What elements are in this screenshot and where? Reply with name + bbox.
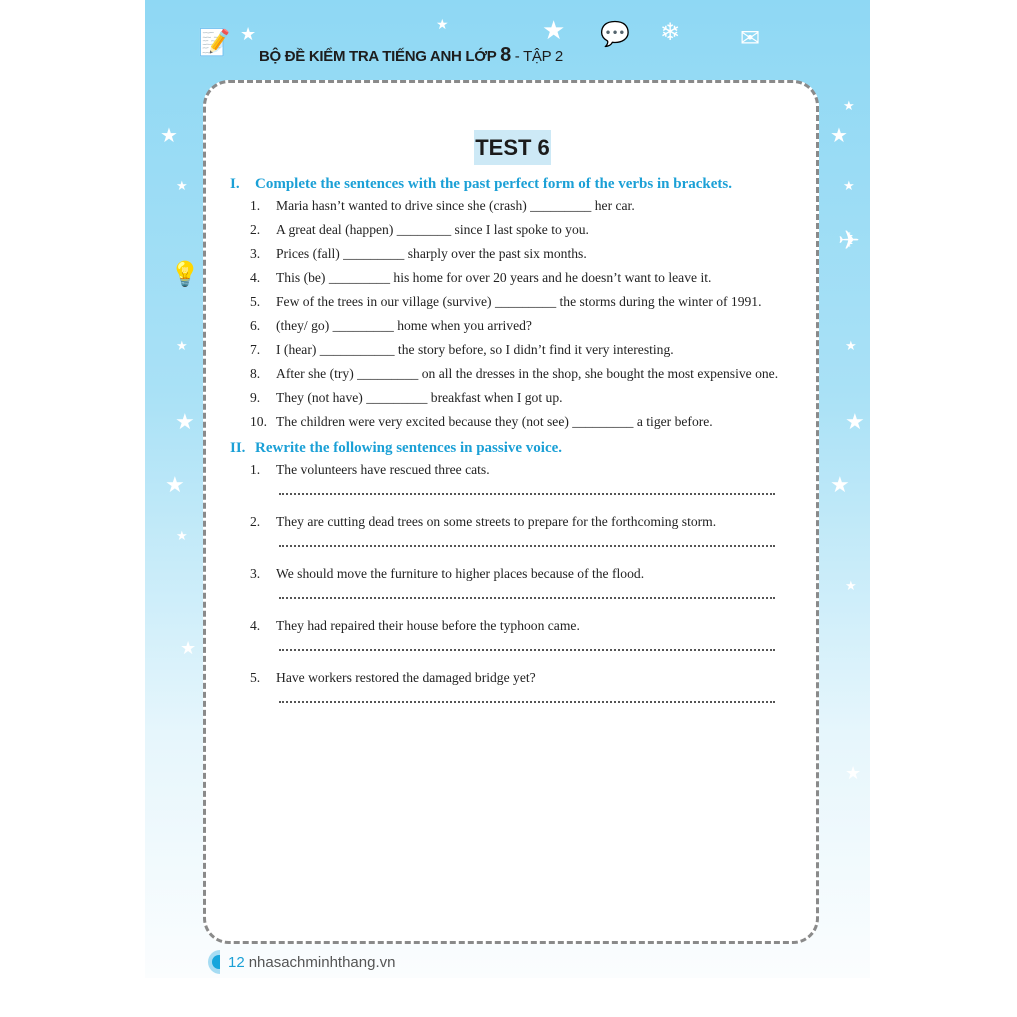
section-title: Complete the sentences with the past perfect form of the verbs in brackets. bbox=[255, 176, 732, 192]
star-icon: ★ bbox=[830, 123, 848, 147]
exercise-item bbox=[230, 364, 800, 384]
section-heading bbox=[230, 172, 800, 196]
answer-line[interactable] bbox=[279, 588, 775, 599]
exercise-content bbox=[230, 172, 800, 720]
item-number: 5. bbox=[250, 670, 261, 685]
item-number: 10. bbox=[250, 414, 267, 429]
item-text: (they/ go) _________ home when you arrived? bbox=[276, 318, 532, 333]
item-text: The children were very excited because they (not see) _________ a tiger before. bbox=[276, 414, 713, 429]
section-1-items bbox=[230, 196, 800, 432]
exercise-item bbox=[230, 220, 800, 240]
book-volume: TẬP 2 bbox=[523, 48, 563, 65]
exercise-item bbox=[230, 268, 800, 288]
item-number: 4. bbox=[250, 270, 261, 285]
item-number: 2. bbox=[250, 222, 261, 237]
item-number: 5. bbox=[250, 294, 261, 309]
book-title bbox=[259, 44, 563, 67]
exercise-item bbox=[230, 460, 800, 480]
publisher-site: nhasachminhthang.vn bbox=[248, 953, 396, 971]
star-icon: ★ bbox=[845, 339, 857, 354]
star-icon: ★ bbox=[176, 339, 188, 354]
item-text: After she (try) _________ on all the dresses in the shop, she bought the most expensive one. bbox=[276, 366, 779, 381]
item-text: This (be) _________ his home for over 20 years and he doesn’t want to leave it. bbox=[276, 270, 712, 285]
item-text: The volunteers have rescued three cats. bbox=[276, 462, 490, 477]
exercise-item bbox=[230, 512, 800, 532]
star-icon: ★ bbox=[180, 638, 197, 659]
star-icon: ★ bbox=[845, 410, 865, 435]
page-tab-icon bbox=[208, 950, 220, 974]
item-number: 4. bbox=[250, 618, 261, 633]
star-icon: ★ bbox=[436, 17, 449, 33]
star-icon: ★ bbox=[176, 529, 188, 544]
item-number: 2. bbox=[250, 514, 261, 529]
star-icon: ★ bbox=[830, 473, 850, 498]
item-number: 9. bbox=[250, 390, 261, 405]
briefcase-icon: ✉ bbox=[740, 24, 761, 52]
book-title-text: BỘ ĐỀ KIỂM TRA TIẾNG ANH LỚP bbox=[259, 48, 501, 65]
star-icon: ★ bbox=[176, 179, 188, 194]
item-number: 3. bbox=[250, 246, 261, 261]
exercise-item bbox=[230, 316, 800, 336]
item-text: Have workers restored the damaged bridge yet? bbox=[276, 670, 536, 685]
item-text: They had repaired their house before the typhoon came. bbox=[276, 618, 580, 633]
star-icon: ★ bbox=[240, 24, 257, 45]
exercise-item bbox=[230, 668, 800, 688]
snowflake-icon: ❄ bbox=[660, 18, 681, 46]
item-number: 1. bbox=[250, 462, 261, 477]
exercise-item bbox=[230, 412, 800, 432]
page-number: 12 bbox=[228, 953, 245, 971]
item-text: I (hear) ___________ the story before, so I didn’t find it very interesting. bbox=[276, 342, 674, 357]
star-icon: ★ bbox=[843, 179, 855, 194]
section-heading bbox=[230, 436, 800, 460]
exercise-item bbox=[230, 388, 800, 408]
paper-plane-icon: ✈ bbox=[838, 226, 860, 256]
item-text: They (not have) _________ breakfast when I got up. bbox=[276, 390, 563, 405]
item-number: 8. bbox=[250, 366, 261, 381]
lightbulb-icon: 💡 bbox=[170, 260, 200, 288]
exercise-item bbox=[230, 564, 800, 584]
item-text: We should move the furniture to higher places because of the flood. bbox=[276, 566, 645, 581]
answer-line[interactable] bbox=[279, 692, 775, 703]
star-icon: ★ bbox=[175, 410, 195, 435]
item-number: 3. bbox=[250, 566, 261, 581]
chat-icon: 💬 bbox=[600, 20, 630, 48]
exercise-item bbox=[230, 196, 800, 216]
answer-line[interactable] bbox=[279, 536, 775, 547]
section-number: II. bbox=[230, 440, 246, 456]
exercise-item bbox=[230, 616, 800, 636]
answer-line[interactable] bbox=[279, 484, 775, 495]
star-icon: ★ bbox=[845, 579, 857, 594]
exercise-item bbox=[230, 244, 800, 264]
star-icon: ★ bbox=[165, 473, 185, 498]
item-text: A great deal (happen) ________ since I last spoke to you. bbox=[276, 222, 589, 237]
book-grade: 8 bbox=[500, 44, 511, 66]
exercise-item bbox=[230, 292, 800, 312]
item-number: 7. bbox=[250, 342, 261, 357]
star-icon: ★ bbox=[845, 763, 862, 784]
item-text: Prices (fall) _________ sharply over the past six months. bbox=[276, 246, 587, 261]
item-number: 1. bbox=[250, 198, 261, 213]
section-number: I. bbox=[230, 176, 240, 192]
page-footer bbox=[208, 950, 395, 974]
section-2-items bbox=[230, 460, 800, 703]
item-text: They are cutting dead trees on some streets to prepare for the forthcoming storm. bbox=[276, 514, 717, 529]
item-text: Maria hasn’t wanted to drive since she (crash) _________ her car. bbox=[276, 198, 635, 213]
item-text: Few of the trees in our village (survive) _________ the storms during the winter of 1991. bbox=[276, 294, 762, 309]
section-title: Rewrite the following sentences in passive voice. bbox=[255, 440, 563, 456]
test-title: TEST 6 bbox=[474, 130, 551, 165]
answer-line[interactable] bbox=[279, 640, 775, 651]
star-icon: ★ bbox=[160, 123, 178, 147]
title-separator: - bbox=[510, 48, 524, 65]
star-icon: ★ bbox=[843, 99, 855, 114]
exercise-item bbox=[230, 340, 800, 360]
notepad-icon: 📝 bbox=[198, 28, 231, 58]
item-number: 6. bbox=[250, 318, 261, 333]
star-icon: ★ bbox=[542, 16, 566, 46]
